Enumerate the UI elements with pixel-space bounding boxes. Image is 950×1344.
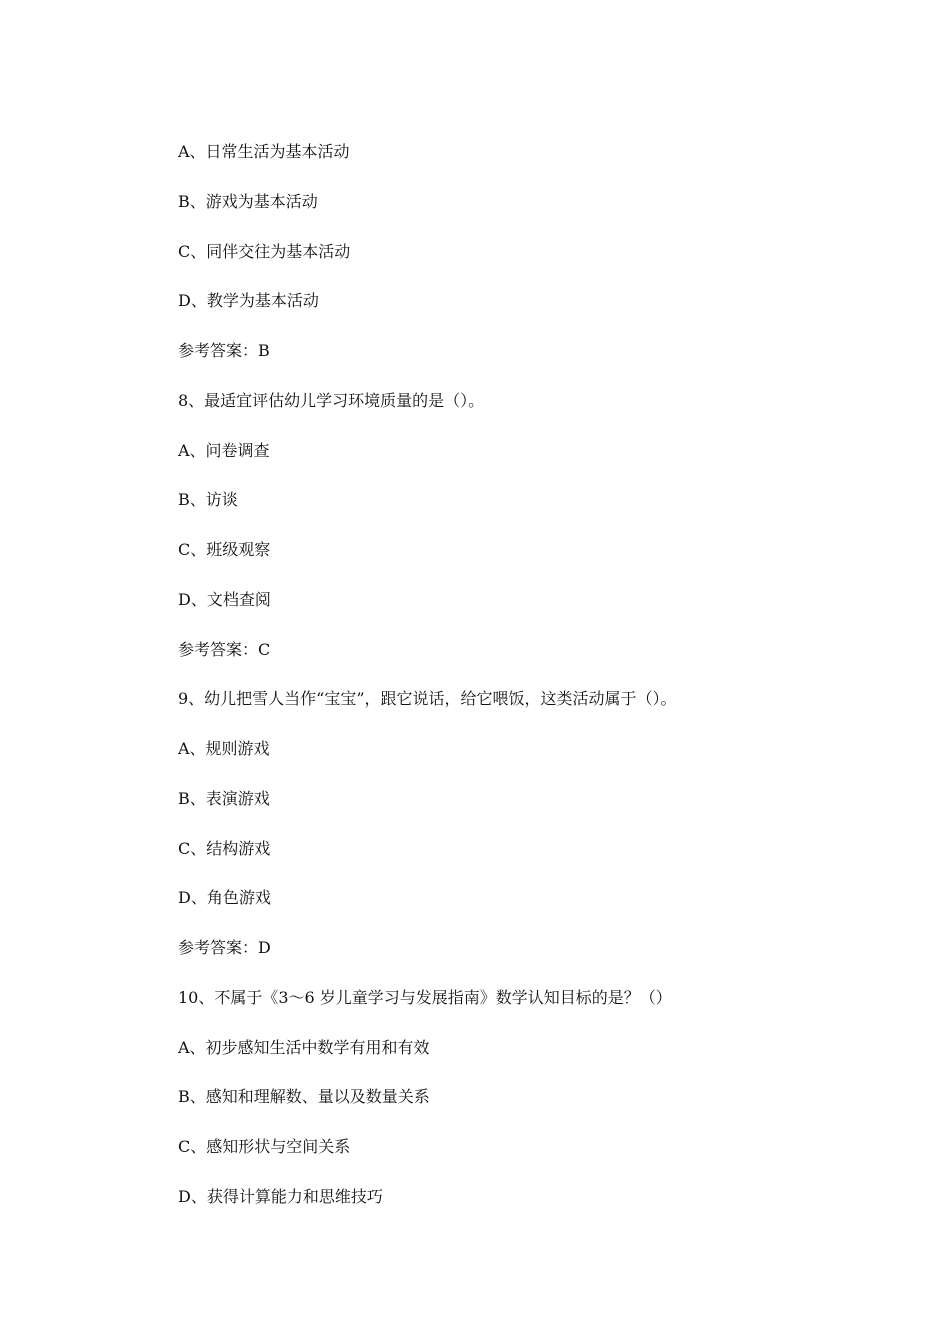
option-d-q9: D、角色游戏: [178, 888, 271, 908]
document-body: [178, 138, 878, 1233]
option-c-q9: C、结构游戏: [178, 838, 271, 858]
option-a-q10: A、初步感知生活中数学有用和有效: [178, 1037, 430, 1057]
answer-q8: 参考答案：C: [178, 639, 271, 659]
option-b-q8: B、访谈: [178, 490, 238, 510]
option-c-q7: C、同伴交往为基本活动: [178, 241, 351, 261]
option-a-q8: A、问卷调查: [178, 440, 270, 460]
option-d-q10: D、获得计算能力和思维技巧: [178, 1186, 383, 1206]
answer-q9: 参考答案：D: [178, 938, 271, 957]
question-9: 9、幼儿把雪人当作“宝宝”，跟它说话，给它喂饭，这类活动属于（）。: [178, 689, 677, 709]
option-d-q7: D、教学为基本活动: [178, 291, 319, 311]
option-a-q7: A、日常生活为基本活动: [178, 142, 350, 161]
option-b-q10: B、感知和理解数、量以及数量关系: [178, 1087, 430, 1107]
question-10: 10、不属于《3～6 岁儿童学习与发展指南》数学认知目标的是？（）: [178, 987, 672, 1007]
option-b-q7: B、游戏为基本活动: [178, 191, 318, 211]
option-c-q8: C、班级观察: [178, 540, 271, 559]
question-8: 8、最适宜评估幼儿学习环境质量的是（）。: [178, 390, 485, 410]
answer-q7: 参考答案：B: [178, 341, 270, 360]
option-d-q8: D、文档查阅: [178, 589, 271, 609]
option-a-q9: A、规则游戏: [178, 739, 270, 758]
option-b-q9: B、表演游戏: [178, 788, 270, 808]
option-c-q10: C、感知形状与空间关系: [178, 1137, 351, 1156]
